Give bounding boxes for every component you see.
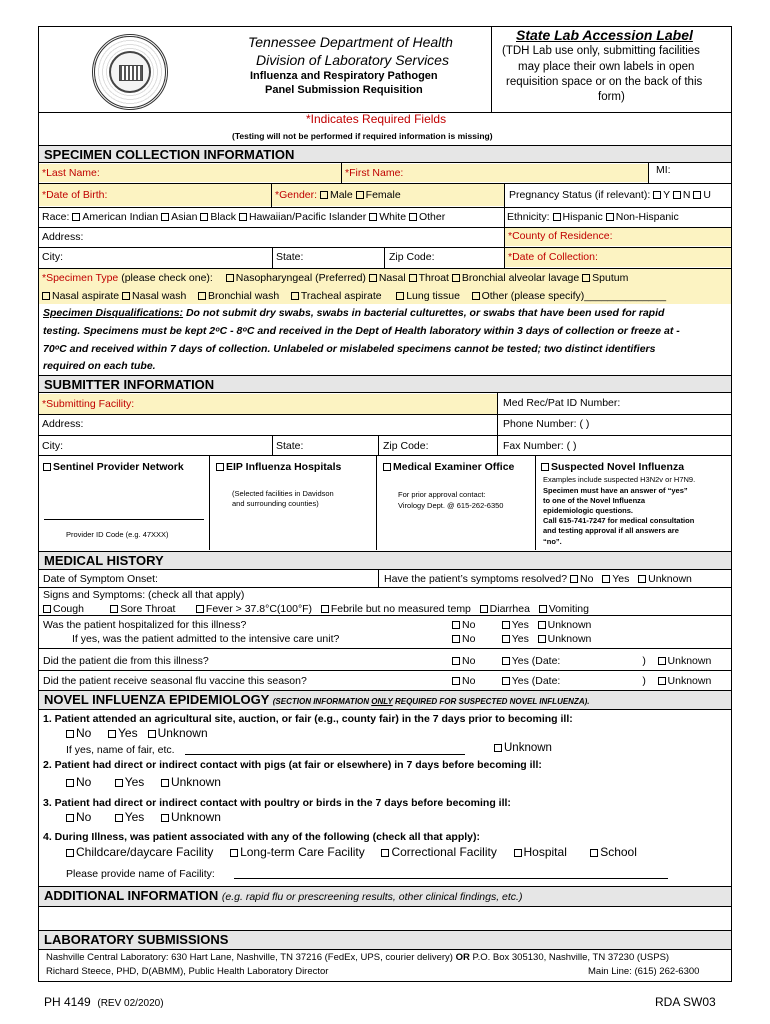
- novel-note-3: to one of the Novel Influenza: [543, 496, 646, 505]
- submitting-facility-field[interactable]: *Submitting Facility:: [42, 398, 135, 410]
- phone-field[interactable]: Phone Number: ( ): [503, 418, 590, 430]
- submitter-state-field[interactable]: State:: [276, 440, 304, 452]
- eip-note-2: and surrounding counties): [232, 499, 319, 508]
- novel-note-6: and testing approval if all answers are: [543, 526, 679, 535]
- gender-field[interactable]: *Gender: Male Female: [275, 189, 401, 201]
- county-field[interactable]: *County of Residence:: [508, 230, 613, 242]
- dept-name: Tennessee Department of Health: [248, 34, 453, 50]
- testing-note: (Testing will not be performed if required information is missing): [232, 131, 493, 141]
- accession-label-title: State Lab Accession Label: [516, 27, 693, 43]
- eip-hospitals-checkbox[interactable]: EIP Influenza Hospitals: [216, 461, 341, 473]
- female-checkbox[interactable]: [356, 191, 364, 199]
- symptoms-resolved[interactable]: Have the patient’s symptoms resolved? No Yes Unknown: [384, 573, 692, 585]
- icu-question: If yes, was the patient admitted to the intensive care unit?: [72, 633, 340, 645]
- disqualifications-1: Specimen Disqualifications: Do not submit dry swabs, swabs in bacterial culturettes, or swabs that have been used for rapid: [43, 307, 665, 319]
- ethnicity-field[interactable]: Ethnicity: Hispanic Non-Hispanic: [507, 211, 679, 223]
- novel-influenza-checkbox[interactable]: Suspected Novel Influenza: [541, 461, 684, 473]
- symptom-checkboxes[interactable]: Cough Sore Throat Fever > 37.8°C(100°F) Febrile but no measured temp Diarrhea Vomiting: [43, 603, 589, 615]
- q1-fair-unknown[interactable]: Unknown: [494, 742, 552, 754]
- lab-address-line: Nashville Central Laboratory: 630 Hart Lane, Nashville, TN 37216 (FedEx, UPS, courier delivery) OR P.O. Box 305130, Nashville, TN 37230 (USPS): [46, 952, 670, 963]
- accession-note-4: form): [598, 91, 625, 103]
- q2-options[interactable]: No Yes Unknown: [66, 775, 221, 789]
- signs-symptoms-label: Signs and Symptoms: (check all that apply): [43, 589, 245, 601]
- facility-name-label: Please provide name of Facility:: [66, 868, 215, 880]
- disqualifications-4: required on each tube.: [43, 360, 156, 372]
- q4-text: 4. During Illness, was patient associated with any of the following (check all that apply):: [43, 831, 480, 843]
- fair-name-label: If yes, name of fair, etc.: [66, 744, 175, 756]
- lab-main-line: Main Line: (615) 262-6300: [588, 966, 700, 977]
- additional-info-input[interactable]: [39, 908, 731, 930]
- died-question: Did the patient die from this illness?: [43, 655, 209, 667]
- lab-director: Richard Steece, PHD, D(ABMM), Public Health Laboratory Director: [46, 966, 329, 977]
- race-field[interactable]: Race: American Indian Asian Black Hawaiian/Pacific Islander White Other: [42, 211, 446, 223]
- med-rec-field[interactable]: Med Rec/Pat ID Number:: [503, 397, 621, 409]
- fair-name-input[interactable]: [185, 754, 465, 755]
- last-name-field[interactable]: *Last Name:: [42, 167, 100, 179]
- novel-note-2: Specimen must have an answer of “yes”: [543, 486, 688, 495]
- novel-epi-title: NOVEL INFLUENZA EPIDEMIOLOGY (SECTION INFORMATION ONLY REQUIRED FOR SUSPECTED NOVEL INFLUENZA).: [39, 690, 731, 710]
- died-options[interactable]: No Yes (Date: ) Unknown: [452, 655, 711, 667]
- fax-field[interactable]: Fax Number: ( ): [503, 440, 577, 452]
- q1-text: 1. Patient attended an agricultural site, auction, or fair (e.g., county fair) in the 7 days prior to becoming ill:: [43, 713, 573, 725]
- q1-options[interactable]: No Yes Unknown: [66, 726, 208, 740]
- vaccine-options[interactable]: No Yes (Date: ) Unknown: [452, 675, 711, 687]
- pregnancy-status[interactable]: Pregnancy Status (if relevant): Y N U: [509, 189, 712, 201]
- novel-note-1: Examples include suspected H3N2v or H7N9.: [543, 475, 696, 484]
- submitter-city-field[interactable]: City:: [42, 440, 63, 452]
- hospitalized-question: Was the patient hospitalized for this illness?: [43, 619, 247, 631]
- form-title-2: Panel Submission Requisition: [265, 84, 423, 96]
- vaccine-question: Did the patient receive seasonal flu vaccine this season?: [43, 675, 307, 687]
- medical-examiner-checkbox[interactable]: Medical Examiner Office: [383, 461, 514, 473]
- disqualifications-2: testing. Specimens must be kept 2ᵒC - 8ᵒC and received in the Dept of Health laboratory within 3 days of collection or freeze at -: [43, 325, 680, 337]
- accession-note-3: requisition space or on the back of this: [506, 76, 703, 88]
- first-name-field[interactable]: *First Name:: [345, 167, 404, 179]
- form-title-1: Influenza and Respiratory Pathogen: [250, 70, 438, 82]
- specimen-type-row1[interactable]: *Specimen Type (please check one): Nasopharyngeal (Preferred) Nasal Throat Bronchial alveolar lavage Sputum: [42, 272, 629, 284]
- submitter-address-field[interactable]: Address:: [42, 418, 84, 430]
- q3-text: 3. Patient had direct or indirect contact with poultry or birds in the 7 days before becoming ill:: [43, 797, 511, 809]
- mec-note-2: Virology Dept. @ 615-262-6350: [398, 501, 504, 510]
- mi-field[interactable]: MI:: [656, 164, 671, 176]
- patient-state-field[interactable]: State:: [276, 251, 304, 263]
- male-checkbox[interactable]: [320, 191, 328, 199]
- submitter-zip-field[interactable]: Zip Code:: [383, 440, 429, 452]
- facility-name-input[interactable]: [234, 878, 668, 879]
- novel-note-7: “no”.: [543, 537, 562, 546]
- patient-address-field[interactable]: Address:: [42, 231, 84, 243]
- patient-zip-field[interactable]: Zip Code:: [389, 251, 435, 263]
- specimen-type-row2[interactable]: Nasal aspirate Nasal wash Bronchial wash Tracheal aspirate Lung tissue Other (please specify)______________: [42, 290, 666, 302]
- tennessee-state-seal-icon: [92, 34, 168, 110]
- required-fields-note: *Indicates Required Fields: [306, 112, 447, 126]
- collection-date-field[interactable]: *Date of Collection:: [508, 251, 598, 263]
- symptom-onset-field[interactable]: Date of Symptom Onset:: [43, 573, 158, 585]
- rda-code: RDA SW03: [655, 995, 716, 1009]
- submitter-section-title: SUBMITTER INFORMATION: [39, 375, 731, 393]
- q2-text: 2. Patient had direct or indirect contact with pigs (at fair or elsewhere) in 7 days before becoming ill:: [43, 759, 542, 771]
- hospitalized-options[interactable]: No Yes Unknown: [452, 619, 591, 631]
- medical-history-title: MEDICAL HISTORY: [39, 551, 731, 570]
- patient-city-field[interactable]: City:: [42, 251, 63, 263]
- accession-note-1: (TDH Lab use only, submitting facilities: [502, 45, 700, 57]
- q4-options[interactable]: Childcare/daycare Facility Long-term Care Facility Correctional Facility Hospital School: [66, 845, 637, 859]
- novel-note-4: epidemiologic questions.: [543, 506, 634, 515]
- accession-note-2: may place their own labels in open: [518, 61, 695, 73]
- provider-id-label: Provider ID Code (e.g. 47XXX): [66, 530, 169, 539]
- icu-options[interactable]: No Yes Unknown: [452, 633, 591, 645]
- q3-options[interactable]: No Yes Unknown: [66, 810, 221, 824]
- additional-info-title: ADDITIONAL INFORMATION (e.g. rapid flu or prescreening results, other clinical findings, etc.): [39, 886, 731, 907]
- sentinel-provider-checkbox[interactable]: Sentinel Provider Network: [43, 461, 184, 473]
- division-name: Division of Laboratory Services: [256, 52, 449, 68]
- form-number: PH 4149 (REV 02/2020): [44, 995, 164, 1009]
- mec-note-1: For prior approval contact:: [398, 490, 486, 499]
- dob-field[interactable]: *Date of Birth:: [42, 189, 108, 201]
- eip-note-1: (Selected facilities in Davidson: [232, 489, 334, 498]
- novel-note-5: Call 615-741-7247 for medical consultation: [543, 516, 695, 525]
- disqualifications-3: 70ᵒC and received within 7 days of collection. Unlabeled or mislabeled specimens cannot be tested; two distinct identifiers: [43, 343, 656, 355]
- lab-submissions-title: LABORATORY SUBMISSIONS: [39, 930, 731, 950]
- specimen-section-title: SPECIMEN COLLECTION INFORMATION: [39, 145, 731, 163]
